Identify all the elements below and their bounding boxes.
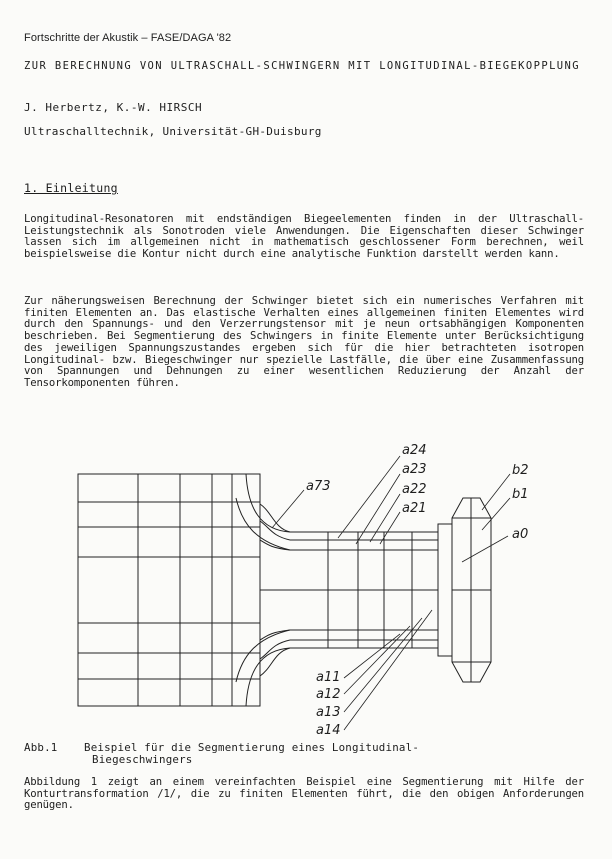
paragraph-1: Longitudinal-Resonatoren mit endständigen Biegeelementen finden in der Ultraschall-Leistungstechnik als Sonotroden viele Anwendungen. Die Eigenschaften dieser Schwinger lassen sich im allgemeinen nicht in mathematisch geschlossener Form berechnen, weil beispielsweise die Kontur nicht durch eine analytische Funktion darstellt werden kann. [24, 213, 584, 261]
label-a22: a22 [402, 482, 427, 497]
label-a14: a14 [316, 723, 341, 738]
figure-caption [24, 742, 419, 766]
label-b2: b2 [512, 463, 529, 478]
affiliation: Ultraschalltechnik, Universität-GH-Duisburg [24, 125, 322, 138]
caption-continuation: Biegeschwingers [92, 753, 193, 766]
caption-number: Abb.1 [24, 741, 58, 754]
paragraph-3: Abbildung 1 zeigt an einem vereinfachten Beispiel eine Segmentierung mit Hilfe der Konturtransformation /1/, die zu finiten Elementen führt, die den obigen Anforderungen genügen. [24, 776, 584, 812]
authors: J. Herbertz, K.-W. HIRSCH [24, 101, 203, 114]
label-a73: a73 [306, 479, 331, 494]
label-b1: b1 [512, 487, 529, 502]
caption-text: Beispiel für die Segmentierung eines Longitudinal- [84, 741, 420, 754]
label-a24: a24 [402, 443, 427, 458]
paper-title: ZUR BERECHNUNG VON ULTRASCHALL-SCHWINGERN MIT LONGITUDINAL-BIEGEKOPPLUNG [24, 60, 580, 72]
section-heading: 1. Einleitung [24, 181, 118, 195]
label-a11: a11 [316, 670, 341, 685]
journal-header: Fortschritte der Akustik – FASE/DAGA '82 [24, 32, 232, 44]
paragraph-2: Zur näherungsweisen Berechnung der Schwinger bietet sich ein numerisches Verfahren mit finiten Elementen an. Das elastische Verhalten eines allgemeinen finiten Elementes wird durch den Spannungs- und den Verzerrungstensor mit je neun ortsabhängigen Komponenten beschrieben. Bei Segmentierung des Schwingers in finite Elemente unter Berücksichtigung des jeweiligen Spannungszustandes ergeben sich für die hier betrachteten isotropen Longitudinal- bzw. Biegeschwinger nur spezielle Lastfälle, die über eine Zusammenfassung von Spannungen und Dehnungen zu einer wesentlichen Reduzierung der Anzahl der Tensorkomponenten führen. [24, 295, 584, 389]
label-a0: a0 [512, 527, 529, 542]
label-a13: a13 [316, 705, 341, 720]
label-a23: a23 [402, 462, 427, 477]
segmentation-figure [60, 438, 580, 738]
label-a21: a21 [402, 501, 427, 516]
label-a12: a12 [316, 687, 341, 702]
